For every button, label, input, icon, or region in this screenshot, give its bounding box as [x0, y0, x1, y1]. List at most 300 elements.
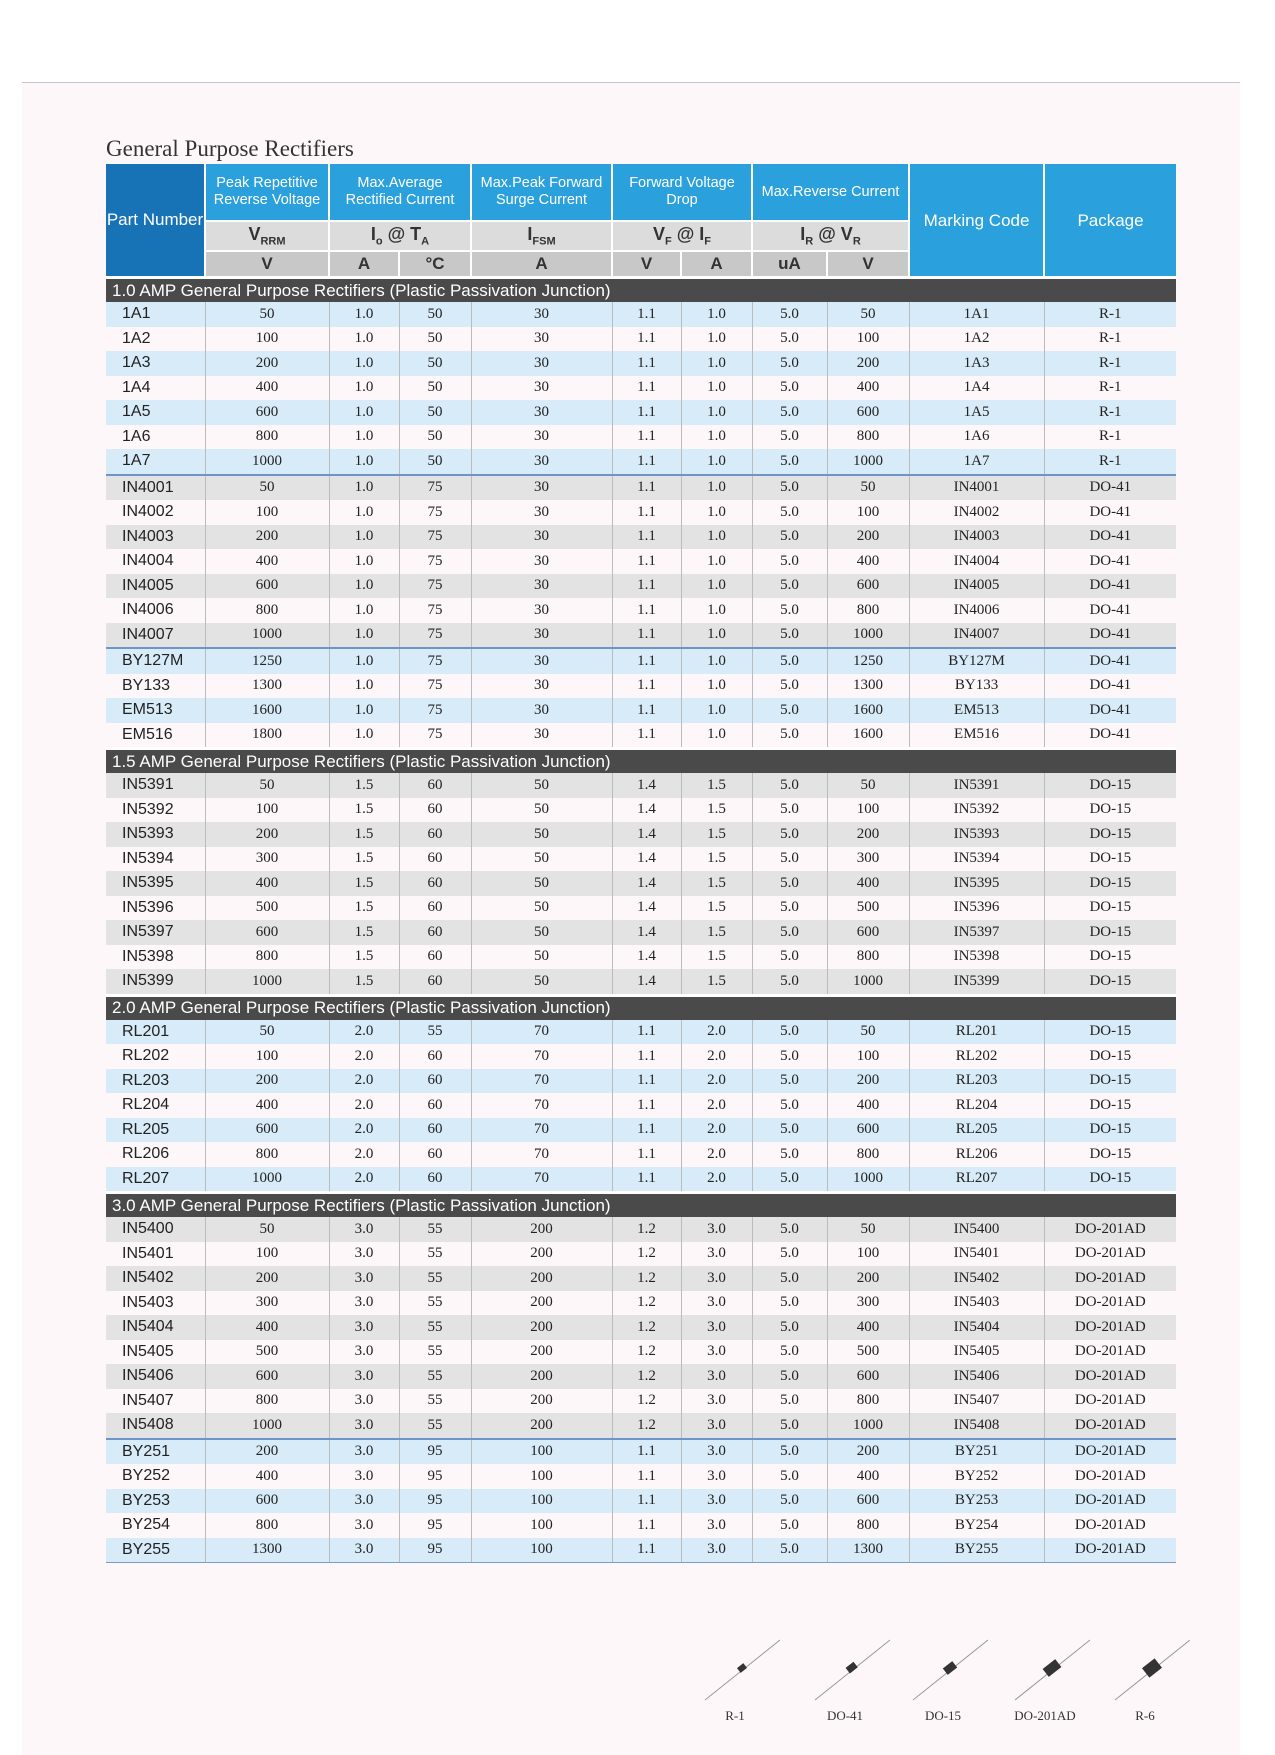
table-cell: 5.0 [752, 920, 827, 945]
table-row [106, 1242, 1176, 1267]
table-cell: DO-41 [1044, 549, 1176, 574]
table-cell: DO-15 [1044, 1069, 1176, 1094]
table-cell: 1.0 [681, 598, 752, 623]
table-cell: 300 [205, 1291, 329, 1316]
table-cell: 50 [399, 400, 471, 425]
unit-cell: A [329, 251, 399, 278]
table-cell: 300 [205, 847, 329, 872]
table-cell: 30 [471, 525, 612, 550]
table-cell: 5.0 [752, 1291, 827, 1316]
table-cell: 60 [399, 773, 471, 798]
table-cell: 30 [471, 723, 612, 749]
package-r1 [690, 1708, 780, 1724]
table-cell: 60 [399, 896, 471, 921]
reverse-current-header: Max.Reverse Current [752, 164, 909, 221]
table-cell: IN4003 [909, 525, 1044, 550]
table-cell: 95 [399, 1538, 471, 1563]
table-cell: DO-41 [1044, 574, 1176, 599]
table-cell: 1300 [827, 674, 909, 699]
table-cell: 5.0 [752, 302, 827, 327]
table-cell: 2.0 [681, 1118, 752, 1143]
table-cell: 600 [827, 1118, 909, 1143]
table-cell: 60 [399, 920, 471, 945]
table-cell: 600 [205, 1118, 329, 1143]
table-cell: 1000 [205, 623, 329, 649]
table-cell: 1000 [205, 449, 329, 475]
table-row [106, 574, 1176, 599]
table-row [106, 302, 1176, 327]
table-cell: 30 [471, 475, 612, 501]
table-cell: 70 [471, 1093, 612, 1118]
table-cell: 60 [399, 1118, 471, 1143]
table-cell: 50 [827, 773, 909, 798]
table-row [106, 1340, 1176, 1365]
table-cell: 1.0 [329, 674, 399, 699]
table-cell: 3.0 [329, 1217, 399, 1242]
part-number-cell: IN5406 [106, 1364, 205, 1389]
table-cell: 100 [827, 798, 909, 823]
table-cell: 1.1 [612, 302, 681, 327]
table-cell: 1.1 [612, 475, 681, 501]
table-cell: 2.0 [681, 1044, 752, 1069]
table-cell: 3.0 [329, 1489, 399, 1514]
table-cell: 800 [205, 1142, 329, 1167]
table-cell: 2.0 [329, 1167, 399, 1193]
table-cell: 1.4 [612, 847, 681, 872]
table-cell: 200 [205, 1069, 329, 1094]
table-cell: 1A1 [909, 302, 1044, 327]
table-cell: 1.0 [681, 674, 752, 699]
table-cell: 1.0 [329, 525, 399, 550]
table-cell: 1.1 [612, 1118, 681, 1143]
table-cell: 1.0 [329, 327, 399, 352]
table-cell: 1.5 [329, 969, 399, 995]
table-cell: 1A2 [909, 327, 1044, 352]
table-cell: 1.2 [612, 1340, 681, 1365]
table-cell: 1.1 [612, 1513, 681, 1538]
table-row [106, 1513, 1176, 1538]
table-cell: 1.5 [329, 798, 399, 823]
table-cell: 100 [205, 327, 329, 352]
table-cell: 1.5 [329, 847, 399, 872]
table-cell: 5.0 [752, 1020, 827, 1045]
table-cell: 5.0 [752, 500, 827, 525]
table-cell: DO-15 [1044, 1167, 1176, 1193]
table-cell: 75 [399, 674, 471, 699]
symbol-io-ta: $I_o$ @ $T_A$ [329, 221, 471, 251]
table-cell: 60 [399, 871, 471, 896]
symbol-vrrm: $V_{RRM}$ [205, 221, 329, 251]
table-cell: 3.0 [681, 1291, 752, 1316]
table-cell: IN5398 [909, 945, 1044, 970]
table-cell: 2.0 [681, 1069, 752, 1094]
table-cell: 1.1 [612, 1044, 681, 1069]
table-cell: 50 [471, 969, 612, 995]
table-row [106, 648, 1176, 674]
table-cell: 5.0 [752, 574, 827, 599]
section-header [106, 749, 1176, 774]
package-label: DO-15 [924, 1708, 962, 1723]
table-cell: 3.0 [681, 1389, 752, 1414]
table-cell: 400 [205, 871, 329, 896]
diode-do15-icon [898, 1630, 988, 1708]
part-number-cell: IN5391 [106, 773, 205, 798]
part-number-cell: IN5405 [106, 1340, 205, 1365]
table-cell: 75 [399, 475, 471, 501]
part-number-cell: IN4004 [106, 549, 205, 574]
table-cell: 5.0 [752, 400, 827, 425]
table-cell: IN5401 [909, 1242, 1044, 1267]
table-cell: 1.4 [612, 773, 681, 798]
table-cell: BY127M [909, 648, 1044, 674]
table-cell: 50 [399, 302, 471, 327]
table-cell: IN4007 [909, 623, 1044, 649]
table-cell: 5.0 [752, 1389, 827, 1414]
table-cell: 400 [205, 1093, 329, 1118]
table-cell: 60 [399, 847, 471, 872]
table-cell: RL207 [909, 1167, 1044, 1193]
table-cell: DO-15 [1044, 871, 1176, 896]
table-cell: 800 [205, 425, 329, 450]
table-cell: 600 [827, 574, 909, 599]
table-cell: 55 [399, 1291, 471, 1316]
table-cell: IN5399 [909, 969, 1044, 995]
table-cell: 1.0 [681, 698, 752, 723]
part-number-cell: IN5392 [106, 798, 205, 823]
part-number-cell: BY255 [106, 1538, 205, 1563]
table-cell: BY252 [909, 1464, 1044, 1489]
part-number-cell: RL202 [106, 1044, 205, 1069]
table-cell: 1.1 [612, 327, 681, 352]
unit-cell: V [205, 251, 329, 278]
table-cell: 1.5 [681, 896, 752, 921]
table-cell: 1.1 [612, 1093, 681, 1118]
table-cell: 50 [471, 945, 612, 970]
table-cell: 75 [399, 525, 471, 550]
table-cell: 1.0 [329, 598, 399, 623]
table-cell: 1.1 [612, 698, 681, 723]
table-cell: IN5395 [909, 871, 1044, 896]
table-cell: 1.5 [681, 822, 752, 847]
table-cell: 3.0 [329, 1413, 399, 1439]
table-cell: 55 [399, 1217, 471, 1242]
table-row [106, 1142, 1176, 1167]
part-number-cell: RL201 [106, 1020, 205, 1045]
table-row [106, 549, 1176, 574]
table-row [106, 449, 1176, 475]
table-cell: DO-15 [1044, 945, 1176, 970]
section-header [106, 1193, 1176, 1218]
table-cell: 200 [827, 1439, 909, 1465]
table-cell: 1.5 [681, 773, 752, 798]
table-cell: 75 [399, 648, 471, 674]
table-row [106, 623, 1176, 649]
table-cell: 50 [399, 327, 471, 352]
table-cell: R-1 [1044, 449, 1176, 475]
table-cell: 1.1 [612, 351, 681, 376]
table-cell: DO-41 [1044, 674, 1176, 699]
table-cell: 200 [471, 1364, 612, 1389]
table-cell: 60 [399, 969, 471, 995]
diode-r6-icon [1100, 1630, 1190, 1708]
table-cell: 500 [205, 896, 329, 921]
table-cell: R-1 [1044, 400, 1176, 425]
table-cell: 1.0 [681, 475, 752, 501]
table-cell: IN5405 [909, 1340, 1044, 1365]
table-cell: 200 [471, 1291, 612, 1316]
table-cell: 30 [471, 400, 612, 425]
part-number-cell: RL203 [106, 1069, 205, 1094]
table-cell: 3.0 [681, 1513, 752, 1538]
table-cell: IN5400 [909, 1217, 1044, 1242]
unit-cell: V [827, 251, 909, 278]
table-cell: 50 [205, 773, 329, 798]
table-cell: DO-201AD [1044, 1291, 1176, 1316]
table-cell: DO-41 [1044, 623, 1176, 649]
part-number-cell: 1A6 [106, 425, 205, 450]
part-number-cell: IN5396 [106, 896, 205, 921]
table-cell: 300 [827, 1291, 909, 1316]
table-cell: 5.0 [752, 475, 827, 501]
table-cell: 1A3 [909, 351, 1044, 376]
table-cell: RL204 [909, 1093, 1044, 1118]
table-cell: 5.0 [752, 1513, 827, 1538]
table-cell: 200 [471, 1389, 612, 1414]
table-cell: 1.4 [612, 822, 681, 847]
table-cell: 800 [827, 1142, 909, 1167]
table-cell: 5.0 [752, 1315, 827, 1340]
table-cell: 70 [471, 1069, 612, 1094]
table-cell: 5.0 [752, 1439, 827, 1465]
table-cell: 1.4 [612, 945, 681, 970]
table-cell: 55 [399, 1266, 471, 1291]
unit-cell: A [681, 251, 752, 278]
table-cell: 5.0 [752, 1266, 827, 1291]
table-cell: 300 [827, 847, 909, 872]
table-cell: 200 [827, 525, 909, 550]
table-cell: 50 [827, 302, 909, 327]
table-cell: 50 [205, 1020, 329, 1045]
table-cell: 3.0 [329, 1439, 399, 1465]
table-cell: 100 [827, 500, 909, 525]
part-number-cell: IN4003 [106, 525, 205, 550]
table-cell: 2.0 [681, 1142, 752, 1167]
table-cell: 1.1 [612, 1489, 681, 1514]
part-number-cell: IN4005 [106, 574, 205, 599]
table-cell: 5.0 [752, 1340, 827, 1365]
diode-do201ad-icon [1000, 1630, 1090, 1708]
table-cell: 50 [471, 847, 612, 872]
table-cell: 600 [205, 574, 329, 599]
table-cell: IN5392 [909, 798, 1044, 823]
table-cell: 55 [399, 1020, 471, 1045]
unit-cell: A [471, 251, 612, 278]
table-cell: DO-41 [1044, 525, 1176, 550]
table-cell: DO-201AD [1044, 1439, 1176, 1465]
table-cell: 400 [205, 376, 329, 401]
part-number-cell: RL206 [106, 1142, 205, 1167]
table-cell: 1.1 [612, 1439, 681, 1465]
table-cell: 30 [471, 425, 612, 450]
table-cell: 30 [471, 327, 612, 352]
table-cell: 5.0 [752, 1044, 827, 1069]
table-cell: 2.0 [681, 1020, 752, 1045]
part-number-cell: IN4001 [106, 475, 205, 501]
table-cell: 5.0 [752, 1413, 827, 1439]
table-cell: 600 [205, 920, 329, 945]
table-row [106, 1093, 1176, 1118]
table-cell: 200 [471, 1266, 612, 1291]
part-number-cell: 1A2 [106, 327, 205, 352]
table-cell: 600 [205, 1489, 329, 1514]
peak-reverse-voltage-header: Peak Repetitive Reverse Voltage [205, 164, 329, 221]
table-cell: 800 [827, 945, 909, 970]
table-cell: 100 [471, 1489, 612, 1514]
part-number-cell: IN4006 [106, 598, 205, 623]
table-row [106, 1364, 1176, 1389]
table-cell: DO-201AD [1044, 1464, 1176, 1489]
table-cell: 1.5 [681, 798, 752, 823]
table-cell: 5.0 [752, 723, 827, 749]
table-cell: 1.0 [681, 648, 752, 674]
table-cell: DO-201AD [1044, 1513, 1176, 1538]
table-cell: DO-15 [1044, 773, 1176, 798]
table-cell: 50 [471, 920, 612, 945]
table-cell: 1.0 [329, 648, 399, 674]
package-label: DO-41 [826, 1708, 864, 1723]
table-cell: 30 [471, 376, 612, 401]
table-cell: 95 [399, 1439, 471, 1465]
table-cell: DO-201AD [1044, 1266, 1176, 1291]
table-cell: DO-41 [1044, 500, 1176, 525]
table-cell: DO-201AD [1044, 1389, 1176, 1414]
table-cell: 5.0 [752, 1364, 827, 1389]
table-cell: 1.1 [612, 376, 681, 401]
table-row [106, 598, 1176, 623]
part-number-cell: RL205 [106, 1118, 205, 1143]
table-cell: DO-15 [1044, 1020, 1176, 1045]
table-row [106, 400, 1176, 425]
part-number-cell: IN5397 [106, 920, 205, 945]
table-row [106, 500, 1176, 525]
part-number-cell: IN5395 [106, 871, 205, 896]
table-cell: 600 [205, 400, 329, 425]
table-cell: 400 [827, 871, 909, 896]
table-cell: 3.0 [681, 1489, 752, 1514]
table-cell: 5.0 [752, 969, 827, 995]
table-cell: 5.0 [752, 773, 827, 798]
table-cell: 2.0 [329, 1069, 399, 1094]
table-cell: DO-201AD [1044, 1315, 1176, 1340]
table-cell: 1.5 [681, 871, 752, 896]
table-cell: DO-41 [1044, 698, 1176, 723]
table-cell: 50 [399, 425, 471, 450]
table-cell: 3.0 [329, 1538, 399, 1563]
table-cell: 55 [399, 1364, 471, 1389]
table-cell: 1000 [827, 1413, 909, 1439]
table-row [106, 798, 1176, 823]
table-cell: 5.0 [752, 698, 827, 723]
table-cell: 1.1 [612, 400, 681, 425]
table-cell: 3.0 [329, 1464, 399, 1489]
table-cell: 3.0 [329, 1266, 399, 1291]
unit-cell: V [612, 251, 681, 278]
table-cell: DO-201AD [1044, 1242, 1176, 1267]
table-cell: R-1 [1044, 376, 1176, 401]
table-cell: 75 [399, 574, 471, 599]
table-row [106, 896, 1176, 921]
table-cell: 1A6 [909, 425, 1044, 450]
table-cell: 1.0 [329, 623, 399, 649]
table-cell: 100 [471, 1538, 612, 1563]
table-cell: 50 [205, 302, 329, 327]
table-row [106, 871, 1176, 896]
table-cell: IN5396 [909, 896, 1044, 921]
table-cell: 60 [399, 1142, 471, 1167]
table-cell: 100 [827, 1044, 909, 1069]
table-cell: 5.0 [752, 674, 827, 699]
part-number-cell: IN5403 [106, 1291, 205, 1316]
table-cell: 1A7 [909, 449, 1044, 475]
table-cell: 400 [827, 376, 909, 401]
table-cell: 1.0 [681, 525, 752, 550]
part-number-cell: EM516 [106, 723, 205, 749]
diode-do41-icon [800, 1630, 890, 1708]
table-cell: 70 [471, 1020, 612, 1045]
table-cell: 1.4 [612, 798, 681, 823]
table-cell: 200 [827, 822, 909, 847]
unit-cell: °C [399, 251, 471, 278]
table-cell: 1.5 [329, 822, 399, 847]
table-cell: 3.0 [681, 1266, 752, 1291]
table-cell: 30 [471, 698, 612, 723]
table-cell: 5.0 [752, 1242, 827, 1267]
table-cell: 3.0 [681, 1538, 752, 1563]
table-cell: 400 [827, 1093, 909, 1118]
table-cell: RL203 [909, 1069, 1044, 1094]
table-cell: 50 [827, 475, 909, 501]
table-cell: 600 [827, 920, 909, 945]
table-cell: 1.1 [612, 1020, 681, 1045]
table-cell: 200 [827, 1069, 909, 1094]
table-cell: DO-201AD [1044, 1489, 1176, 1514]
table-cell: 5.0 [752, 351, 827, 376]
table-cell: IN5404 [909, 1315, 1044, 1340]
table-cell: EM516 [909, 723, 1044, 749]
table-row [106, 1489, 1176, 1514]
table-cell: 100 [205, 1044, 329, 1069]
table-row [106, 327, 1176, 352]
table-row [106, 969, 1176, 995]
table-cell: 50 [399, 449, 471, 475]
table-cell: 1000 [827, 623, 909, 649]
table-row [106, 1266, 1176, 1291]
table-cell: 1.1 [612, 449, 681, 475]
table-cell: 3.0 [681, 1315, 752, 1340]
table-cell: 200 [471, 1242, 612, 1267]
section-header [106, 278, 1176, 303]
table-cell: 400 [827, 1464, 909, 1489]
table-cell: 5.0 [752, 623, 827, 649]
table-cell: 1.5 [329, 871, 399, 896]
table-cell: 1.0 [681, 723, 752, 749]
table-cell: DO-15 [1044, 1093, 1176, 1118]
table-cell: 1.2 [612, 1291, 681, 1316]
unit-cell: uA [752, 251, 827, 278]
table-cell: 30 [471, 549, 612, 574]
table-cell: 55 [399, 1315, 471, 1340]
table-cell: 100 [471, 1439, 612, 1465]
